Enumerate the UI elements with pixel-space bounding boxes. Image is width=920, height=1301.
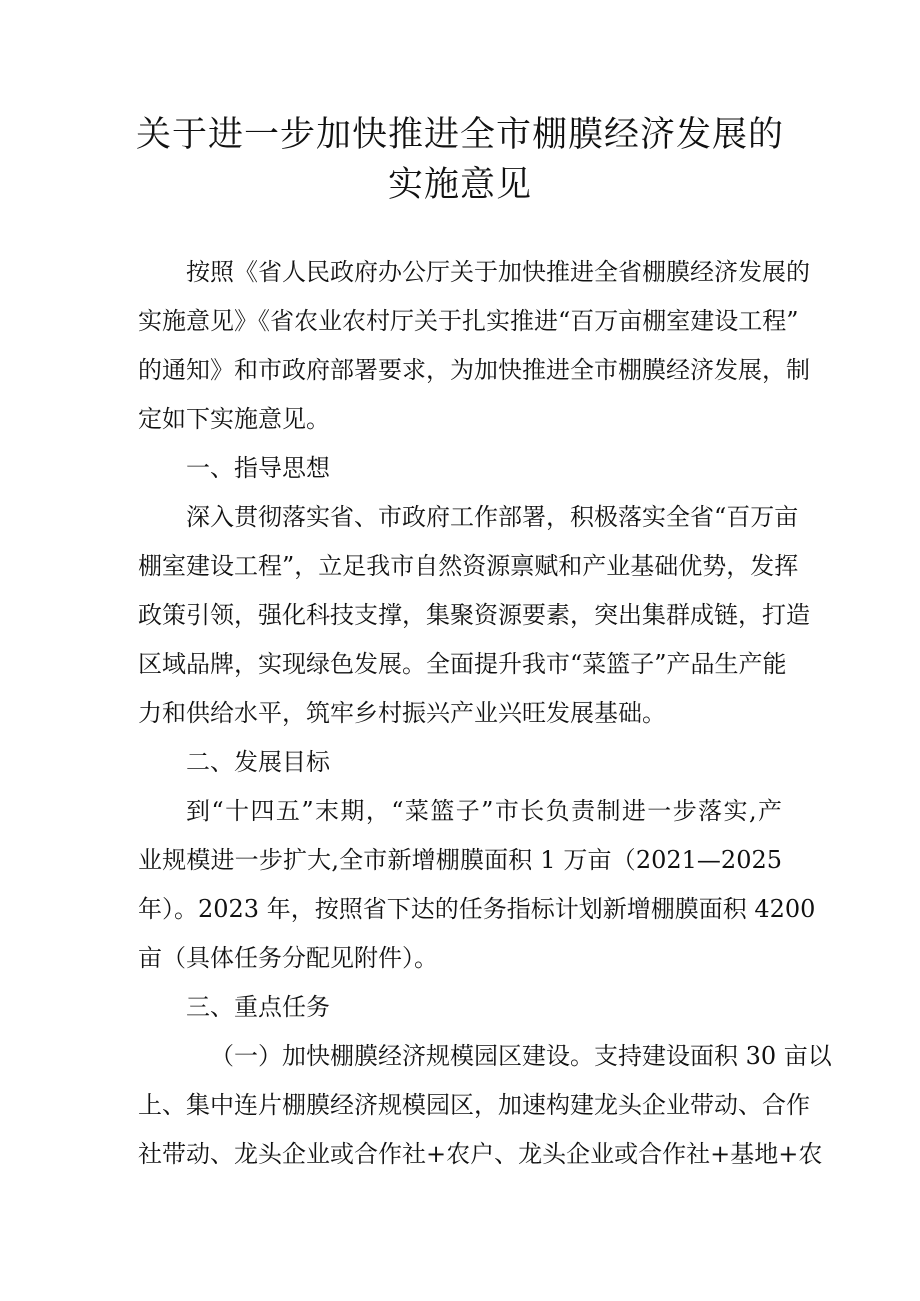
section-heading: 三、重点任务	[186, 993, 330, 1021]
paragraph-line: 政策引领，强化科技支撑，集聚资源要素，突出集群成链，打造	[138, 601, 810, 629]
paragraph-line: （一）加快棚膜经济规模园区建设。支持建设面积 30 亩以	[210, 1042, 832, 1070]
section-heading: 二、发展目标	[186, 748, 330, 776]
section-heading: 一、指导思想	[186, 454, 330, 482]
paragraph-line: 力和供给水平，筑牢乡村振兴产业兴旺发展基础。	[138, 699, 666, 727]
paragraph-line: 的通知》和市政府部署要求，为加快推进全市棚膜经济发展，制	[138, 356, 810, 384]
paragraph-line: 业规模进一步扩大,全市新增棚膜面积 1 万亩（2021—2025	[138, 846, 782, 874]
paragraph-line: 到“十四五”末期，“菜篮子”市长负责制进一步落实,产	[186, 797, 782, 825]
paragraph-line: 社带动、龙头企业或合作社+农户、龙头企业或合作社+基地+农	[138, 1140, 823, 1168]
document-title-line-1: 关于进一步加快推进全市棚膜经济发展的	[135, 115, 784, 155]
document-title-line-2: 实施意见	[387, 165, 532, 205]
paragraph-line: 上、集中连片棚膜经济规模园区，加速构建龙头企业带动、合作	[138, 1091, 810, 1119]
paragraph-line: 实施意见》《省农业农村厅关于扎实推进“百万亩棚室建设工程”	[138, 307, 799, 335]
paragraph-line: 深入贯彻落实省、市政府工作部署，积极落实全省“百万亩	[186, 503, 799, 531]
paragraph-line: 亩（具体任务分配见附件）。	[138, 944, 438, 972]
paragraph-line: 年）。2023 年，按照省下达的任务指标计划新增棚膜面积 4200	[138, 895, 816, 923]
paragraph-line: 棚室建设工程”，立足我市自然资源禀赋和产业基础优势，发挥	[138, 552, 799, 580]
paragraph-line: 按照《省人民政府办公厅关于加快推进全省棚膜经济发展的	[186, 258, 810, 286]
paragraph-line: 定如下实施意见。	[138, 405, 330, 433]
paragraph-line: 区域品牌，实现绿色发展。全面提升我市“菜篮子”产品生产能	[138, 650, 787, 678]
